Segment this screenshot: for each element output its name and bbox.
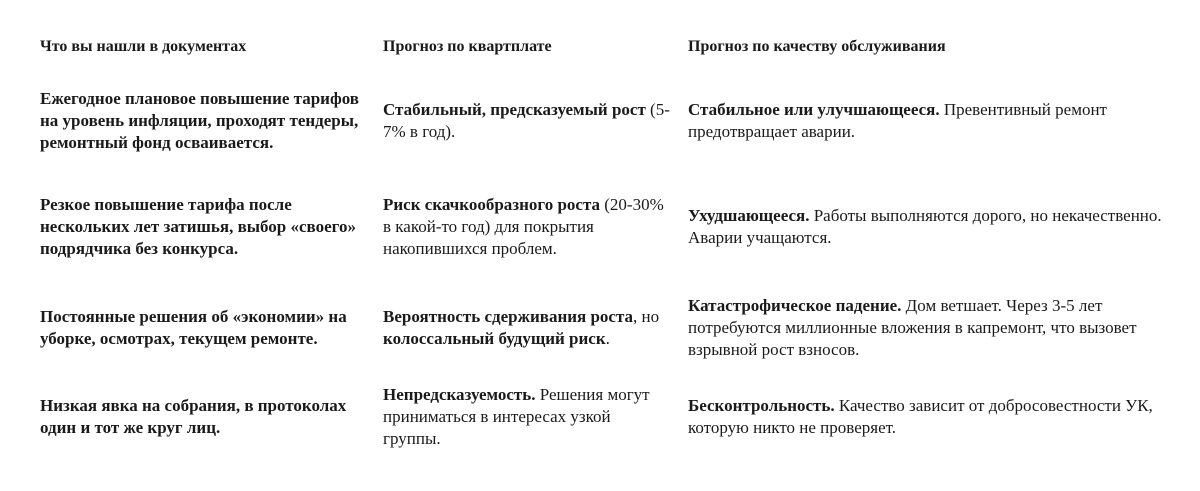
- table-row: [30, 283, 1180, 373]
- service-forecast-summary: Катастрофическое падение.: [688, 296, 902, 315]
- rent-forecast-summary: Риск скачкообразного роста: [383, 195, 601, 214]
- rent-forecast-connector: , но: [633, 307, 660, 326]
- rent-forecast-cell: [373, 306, 678, 350]
- rent-forecast-risk: колоссальный будущий риск: [383, 329, 606, 348]
- service-forecast-cell: [678, 395, 1180, 439]
- rent-forecast-summary: Вероятность сдерживания роста: [383, 307, 634, 326]
- service-forecast-summary: Ухудшающееся.: [688, 206, 810, 225]
- rent-forecast-cell: [373, 384, 678, 450]
- service-forecast-detail: Превентивный ремонт предотвращает аварии.: [688, 100, 1107, 141]
- rent-forecast-cell: [373, 99, 678, 143]
- table-row: [30, 171, 1180, 283]
- rent-forecast-summary: Непредсказуемость.: [383, 385, 536, 404]
- service-forecast-cell: [678, 295, 1180, 361]
- header-service-forecast: Прогноз по качеству обслуживания: [688, 38, 946, 55]
- header-findings: Что вы нашли в документах: [40, 38, 247, 55]
- service-forecast-cell: [678, 99, 1180, 143]
- rent-forecast-detail: (20-30% в какой-то год) для покрытия накопившихся проблем.: [383, 195, 664, 258]
- service-forecast-detail: Работы выполняются дорого, но некачественно. Аварии учащаются.: [688, 206, 1162, 247]
- finding-cell: Ежегодное плановое повышение тарифов на уровень инфляции, проходят тендеры, ремонтный фонд осваивается.: [40, 89, 359, 152]
- rent-forecast-end: .: [605, 329, 610, 348]
- table-header-row: [30, 25, 1180, 71]
- rent-forecast-detail: Решения могут приниматься в интересах узкой группы.: [383, 385, 650, 448]
- service-forecast-detail: Дом ветшает. Через 3-5 лет потребуются миллионные вложения в капремонт, что вызовет взрывной рост взносов.: [688, 296, 1137, 359]
- finding-cell: Низкая явка на собрания, в протоколах один и тот же круг лиц.: [40, 396, 347, 437]
- header-rent-forecast: Прогноз по квартплате: [383, 38, 552, 55]
- rent-forecast-detail: (5-7% в год).: [383, 100, 670, 141]
- finding-cell: Резкое повышение тарифа после нескольких лет затишья, выбор «своего» подрядчика без конкурса.: [40, 195, 356, 258]
- table-row: [30, 373, 1180, 461]
- finding-cell: Постоянные решения об «экономии» на уборке, осмотрах, текущем ремонте.: [40, 307, 347, 348]
- service-forecast-summary: Стабильное или улучшающееся.: [688, 100, 940, 119]
- rent-forecast-cell: [373, 194, 678, 260]
- forecast-table: [30, 25, 1180, 461]
- service-forecast-detail: Качество зависит от добросовестности УК, которую никто не проверяет.: [688, 396, 1153, 437]
- rent-forecast-summary: Стабильный, предсказуемый рост: [383, 100, 646, 119]
- service-forecast-summary: Бесконтрольность.: [688, 396, 835, 415]
- service-forecast-cell: [678, 205, 1180, 249]
- table-row: [30, 71, 1180, 171]
